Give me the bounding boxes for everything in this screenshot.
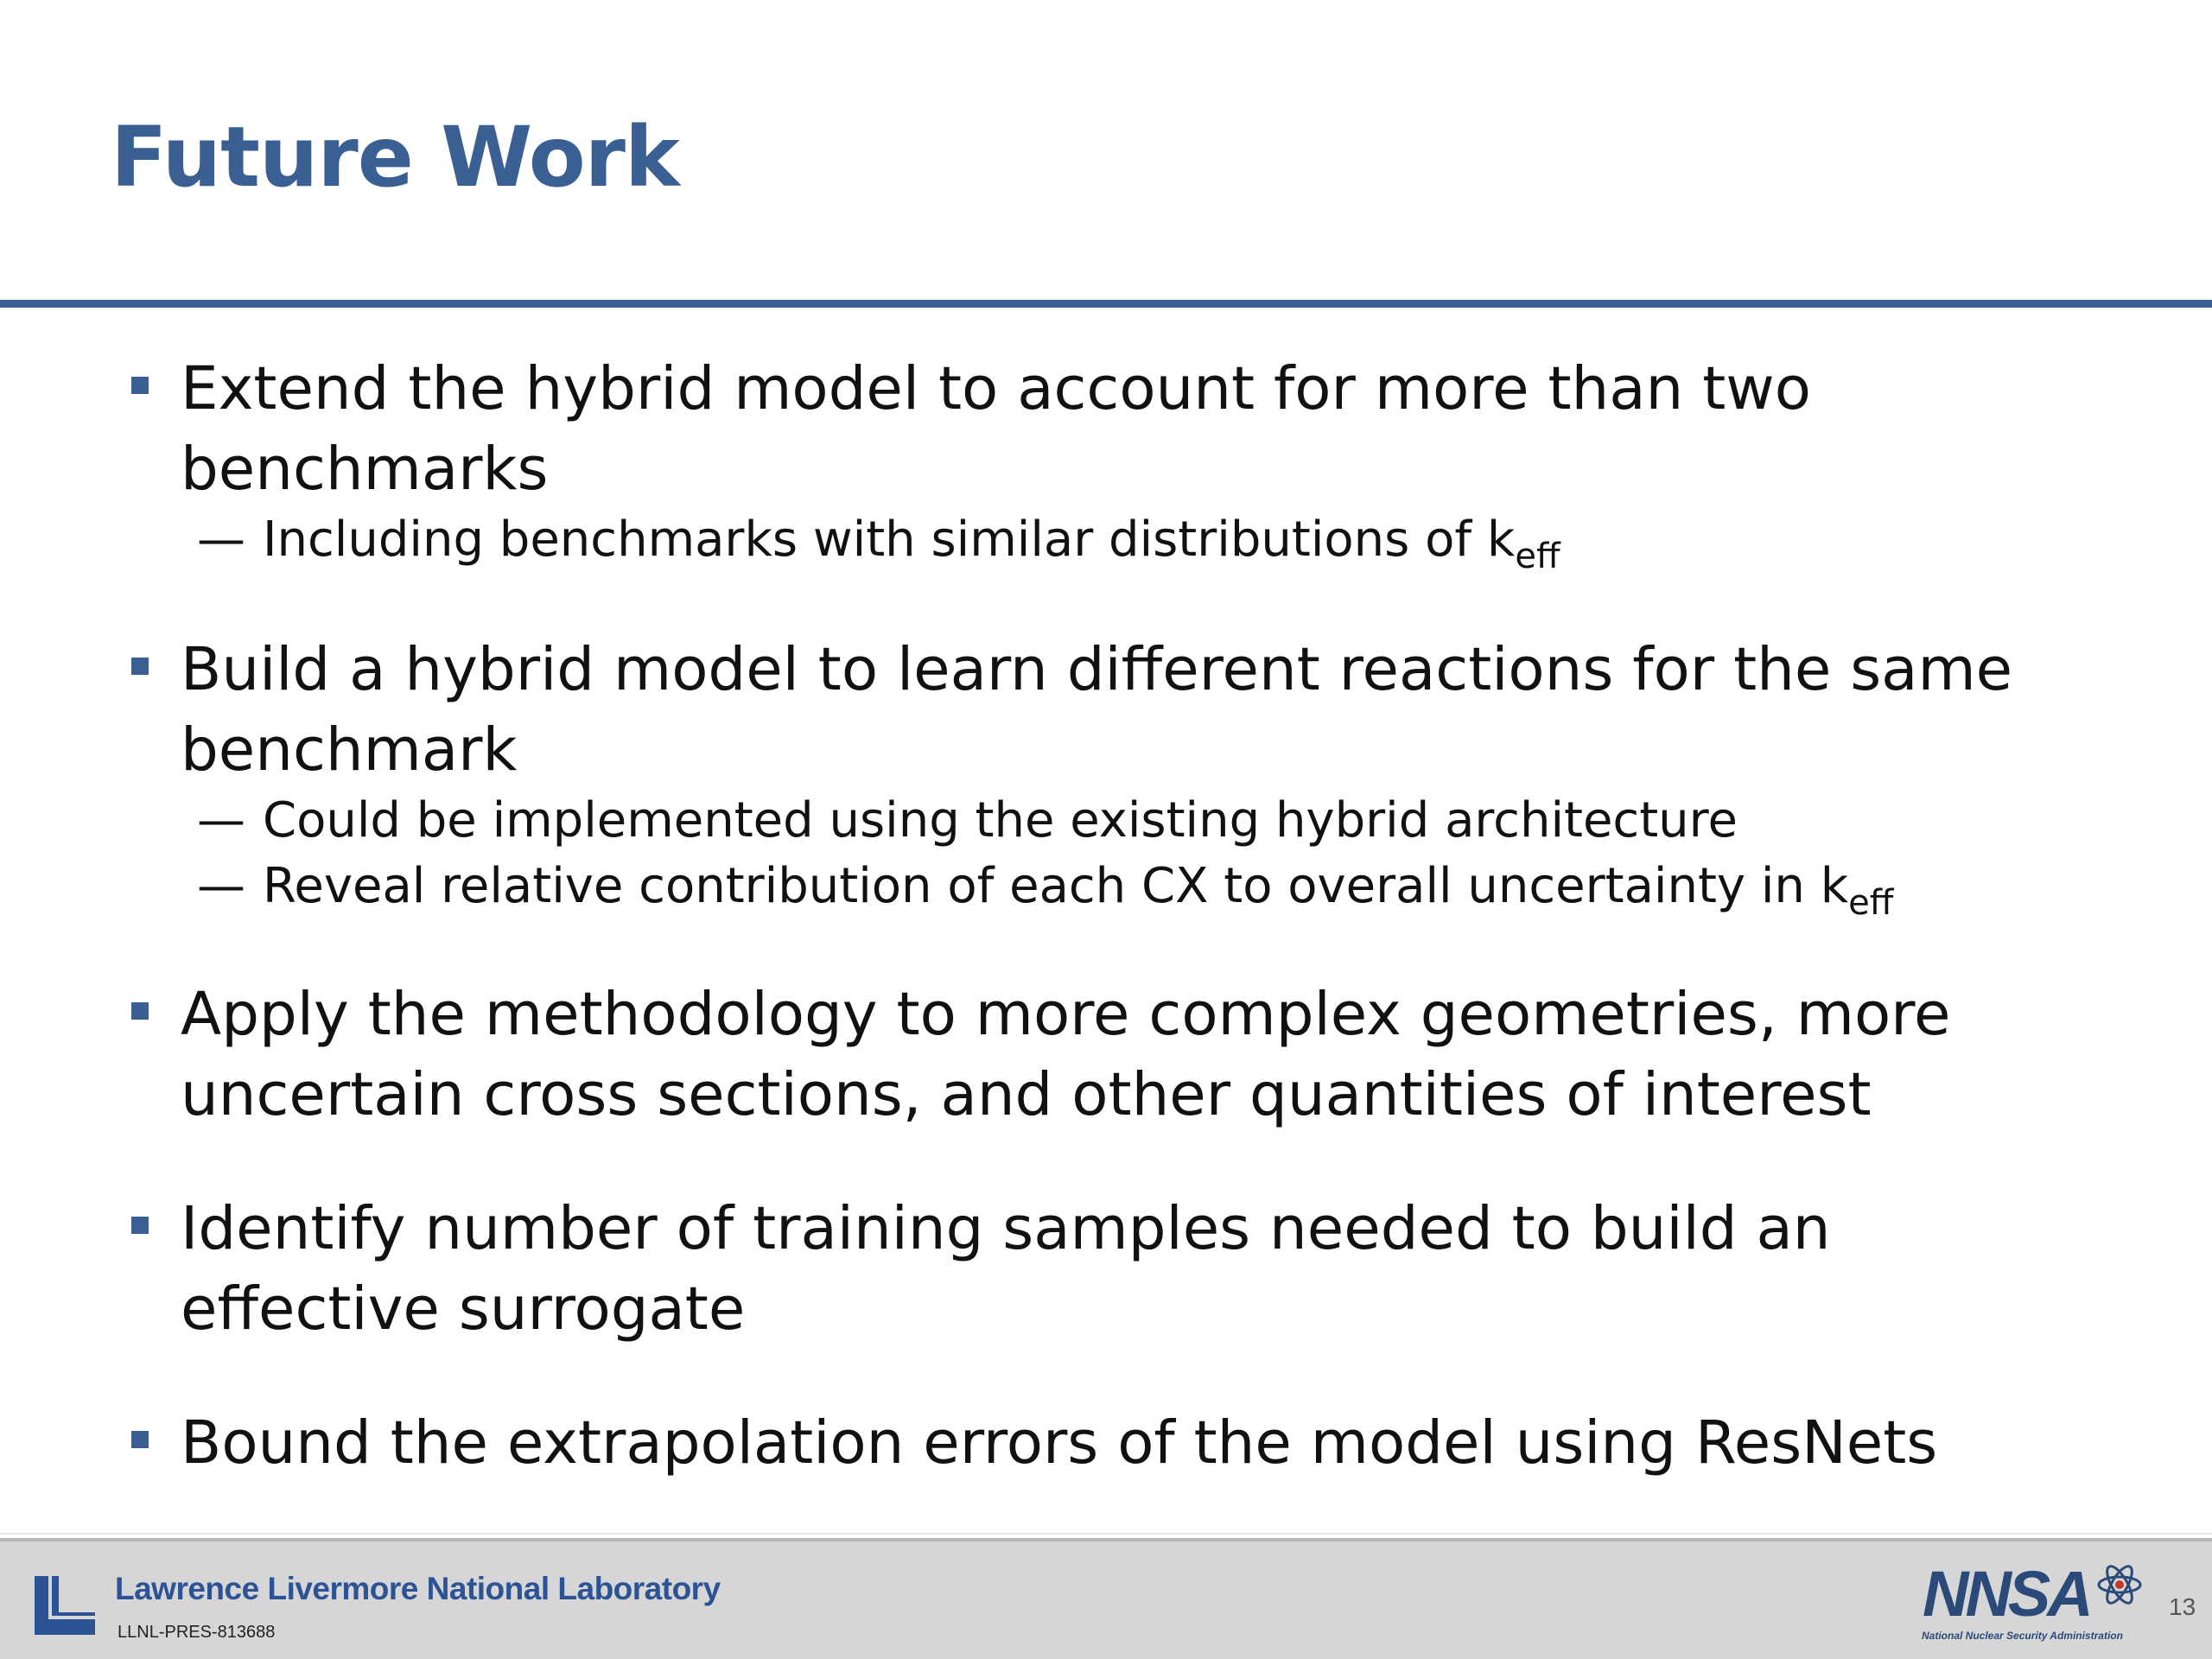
sub-bullet-dash: — (197, 792, 245, 849)
sub-bullet-dash: — (197, 858, 245, 914)
bullet-square-icon (131, 377, 149, 394)
nnsa-logo-icon: NNSA (1923, 1558, 2090, 1630)
sub-bullet-dash: — (197, 512, 245, 568)
slide-title: Future Work (111, 109, 679, 206)
llnl-logo-icon (29, 1573, 99, 1642)
document-code: LLNL-PRES-813688 (118, 1623, 276, 1642)
subscript-eff: eff (1848, 883, 1894, 923)
atom-emblem-icon (2095, 1560, 2144, 1609)
bullet-square-icon (131, 1431, 149, 1448)
title-divider (0, 300, 2212, 308)
bullet-square-icon (131, 658, 149, 675)
sub-bullet (197, 510, 1560, 576)
page-number: 13 (2169, 1593, 2196, 1620)
sub-bullet-text: Reveal relative contribution of each CX to overall uncertainty in k (263, 858, 1849, 914)
footer-separator (0, 1533, 2212, 1535)
sub-bullet-text: Including benchmarks with similar distributions of k (263, 512, 1516, 568)
sub-bullet (197, 856, 1894, 923)
bullet-text: Extend the hybrid model to account for more than two benchmarks (181, 354, 1811, 504)
bullet-text: Build a hybrid model to learn different reactions for the same benchmark (181, 635, 2013, 785)
subscript-eff: eff (1515, 537, 1560, 576)
bullet-square-icon (131, 1217, 149, 1234)
nnsa-subtitle: National Nuclear Security Administration (1922, 1630, 2123, 1642)
bullet-text: Bound the extrapolation errors of the model using ResNets (181, 1408, 1938, 1478)
sub-bullet (197, 791, 1738, 851)
sub-bullet-text: Could be implemented using the existing hybrid architecture (263, 792, 1738, 849)
lab-name: Lawrence Livermore National Laboratory (115, 1571, 721, 1606)
bullet-text: Apply the methodology to more complex geometries, more uncertain cross sections, and other quantities of interest (181, 980, 1951, 1129)
footer-bar (0, 1538, 2212, 1659)
bullet-text: Identify number of training samples needed to build an effective surrogate (181, 1194, 1831, 1344)
bullet-square-icon (131, 1002, 149, 1020)
